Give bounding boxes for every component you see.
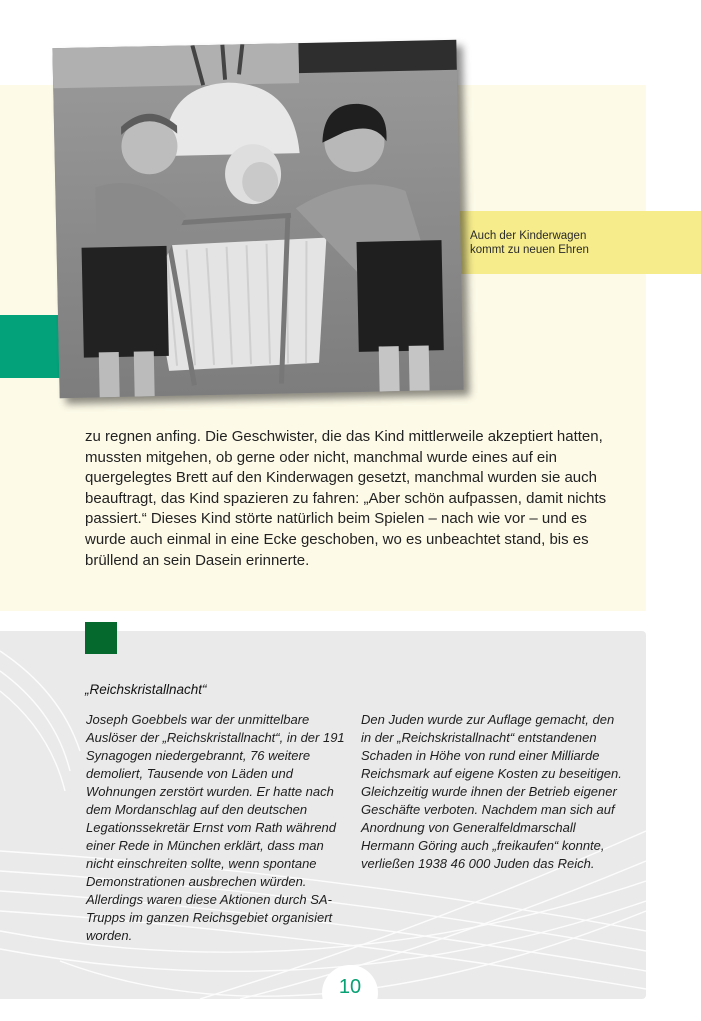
caption-line-2: kommt zu neuen Ehren [470, 243, 589, 256]
section-marker-square [85, 622, 117, 654]
photo-caption [470, 230, 670, 257]
page-number: 10 [338, 976, 362, 998]
body-paragraph: zu regnen anfing. Die Geschwister, die das Kind mittlerweile akzeptiert hatten, mussten mitgehen, ob gerne oder nicht, manchmal wurde eines auf ein quergelegtes Brett auf den Kinderwagen gesetzt, manchmal wurden sie auch beauftragt, das Kind spazieren zu fahren: „Aber schön aufpassen, damit nichts passiert.“ Dieses Kind störte natürlich beim Spielen – nach wie vor – und es wurde auch einmal in eine Ecke geschoben, wo es unbeachtet stand, bis es brüllend an sein Dasein erinnerte. [85, 428, 607, 569]
infobox-right-column [361, 711, 623, 873]
caption-line-1: Auch der Kinderwagen [470, 230, 587, 242]
infobox-left-column [86, 711, 348, 945]
infobox-left-text: Joseph Goebbels war der unmittelbare Auslöser der „Reichskristallnacht“, in der 191 Synagogen niedergebrannt, 76 weitere demoliert, Tausende von Läden und Wohnungen zerstört wurden. Er hatte nach dem Mordanschlag auf den deutschen Legationssekretär Ernst vom Rath während einer Rede in München erklärt, dass man nicht einschreiten sollte, wenn spontane Demonstrationen ausbrechen würden. Allerdings waren diese Aktionen durch SA-Trupps im ganzen Reichsgebiet organisiert worden. [86, 712, 345, 943]
body-text [85, 427, 630, 571]
family-photo [52, 40, 463, 398]
infobox-title: „Reichskristallnacht“ [85, 682, 207, 697]
infobox-right-text: Den Juden wurde zur Auflage gemacht, den in der „Reichskristallnacht“ entstandenen Schaden in Höhe von rund einer Milliarde Reichsmark auf eigene Kosten zu beseitigen. Gleichzeitig wurde ihnen der Betrieb eigener Geschäfte verboten. Nachdem man sich auf Anordnung von Generalfeldmarschall Hermann Göring auch „freikaufen“ konnte, verließen 1938 46 000 Juden das Reich. [361, 712, 622, 871]
photo-illustration [52, 40, 463, 398]
